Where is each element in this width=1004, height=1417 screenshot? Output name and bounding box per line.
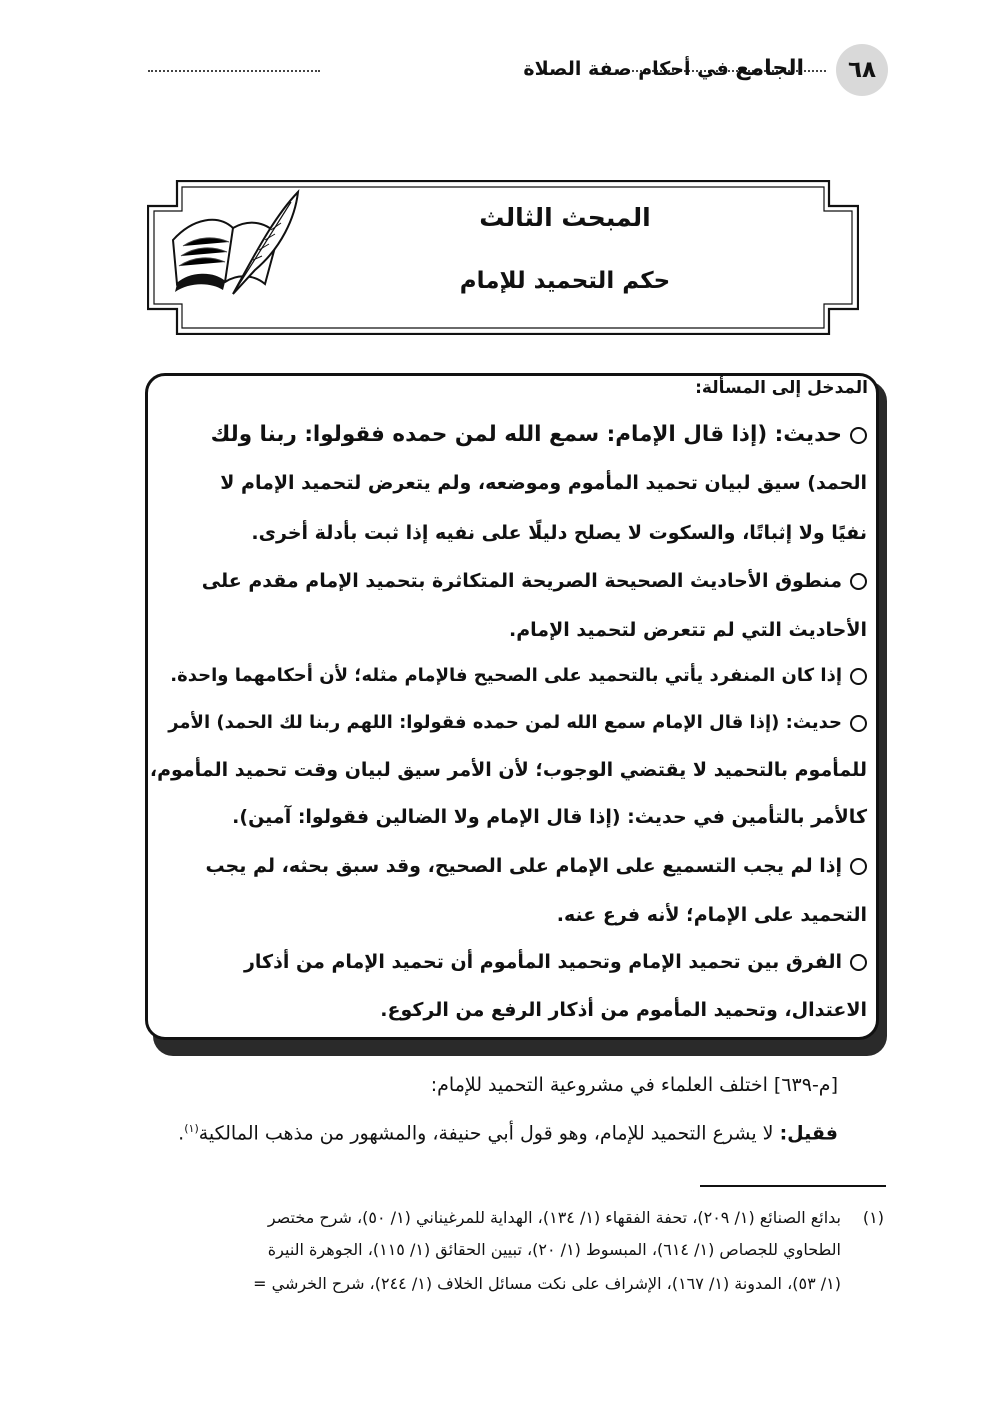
bullet-circle-icon	[850, 573, 867, 590]
book-title-rest: في أحكام صفة الصلاة	[523, 58, 729, 80]
opinion-end: .	[178, 1122, 185, 1145]
chapter-title: المبحث الثالث	[479, 203, 651, 232]
footnote-line: الطحاوي للجصاص (١/ ٦١٤)، المبسوط (١/ ٢٠)، تبيين الحقائق (١/ ١١٥)، الجوهرة النيرة	[267, 1240, 841, 1259]
summary-line: للمأموم بالتحميد لا يقتضي الوجوب؛ لأن الأمر سيق لبيان وقت تحميد المأموم،	[149, 759, 867, 781]
summary-line: منطوق الأحاديث الصحيحة الصريحة المتكاثرة بتحميد الإمام مقدم على	[202, 570, 867, 592]
book-and-quill-icon	[163, 188, 308, 300]
bullet-circle-icon	[850, 668, 867, 685]
footnote-rule	[700, 1185, 886, 1187]
bullet-circle-icon	[850, 954, 867, 971]
footnote-ref[interactable]: (١)	[184, 1122, 199, 1135]
bullet-circle-icon	[850, 858, 867, 875]
footnote-line: (١/ ٥٣)، المدونة (١/ ١٦٧)، الإشراف على نكت مسائل الخلاف (١/ ٢٤٤)، شرح الخرشي =	[253, 1274, 841, 1293]
summary-line: الأحاديث التي لم تتعرض لتحميد الإمام.	[509, 619, 867, 641]
issue-line: [م-٦٣٩] اختلف العلماء في مشروعية التحميد للإمام:	[430, 1074, 838, 1096]
opinion-label: فقيل:	[779, 1122, 838, 1145]
summary-line: كالأمر بالتأمين في حديث: (إذا قال الإمام ولا الضالين فقولوا: آمين).	[232, 806, 867, 828]
summary-line: التحميد على الإمام؛ لأنه فرع عنه.	[556, 904, 867, 926]
header-dots-left	[148, 70, 320, 72]
chapter-subtitle: حكم التحميد للإمام	[459, 268, 671, 294]
page-number-text: ٦٨	[847, 57, 877, 83]
summary-line: إذا كان المنفرد يأتي بالتحميد على الصحيح فالإمام مثله؛ لأن أحكامهما واحدة.	[170, 665, 867, 686]
bullet-circle-icon	[850, 427, 867, 444]
bullet-circle-icon	[850, 715, 867, 732]
book-title-main: الجامع	[735, 56, 804, 81]
summary-line: الاعتدال، وتحميد المأموم من أذكار الرفع من الركوع.	[380, 999, 867, 1021]
page-number	[836, 44, 888, 96]
summary-line: إذا لم يجب التسميع على الإمام على الصحيح، وقد سبق بحثه، لم يجب	[205, 855, 867, 877]
summary-line: حديث: (إذا قال الإمام: سمع الله لمن حمده فقولوا: ربنا ولك	[211, 422, 867, 447]
footnote-number: (١)	[862, 1208, 884, 1227]
opinion-line	[178, 1122, 838, 1144]
summary-line: حديث: (إذا قال الإمام سمع الله لمن حمده فقولوا: اللهم ربنا لك الحمد) الأمر	[168, 712, 867, 733]
opinion-text: لا يشرع التحميد للإمام، وهو قول أبي حنيفة، والمشهور من مذهب المالكية	[198, 1122, 774, 1145]
running-head	[523, 56, 804, 81]
summary-line: الفرق بين تحميد الإمام وتحميد المأموم أن تحميد الإمام من أذكار	[244, 951, 867, 973]
summary-line: الحمد) سيق لبيان تحميد المأموم وموضعه، ولم يتعرض لتحميد الإمام لا	[220, 472, 867, 494]
summary-line: نفيًا ولا إثباتًا، والسكوت لا يصلح دليلًا على نفيه إذا ثبت بأدلة أخرى.	[251, 522, 867, 544]
footnote-line: بدائع الصنائع (١/ ٢٠٩)، تحفة الفقهاء (١/ ١٣٤)، الهداية للمرغيناني (١/ ٥٠)، شرح مختصر	[267, 1208, 841, 1227]
summary-box-heading: المدخل إلى المسألة:	[695, 378, 868, 398]
